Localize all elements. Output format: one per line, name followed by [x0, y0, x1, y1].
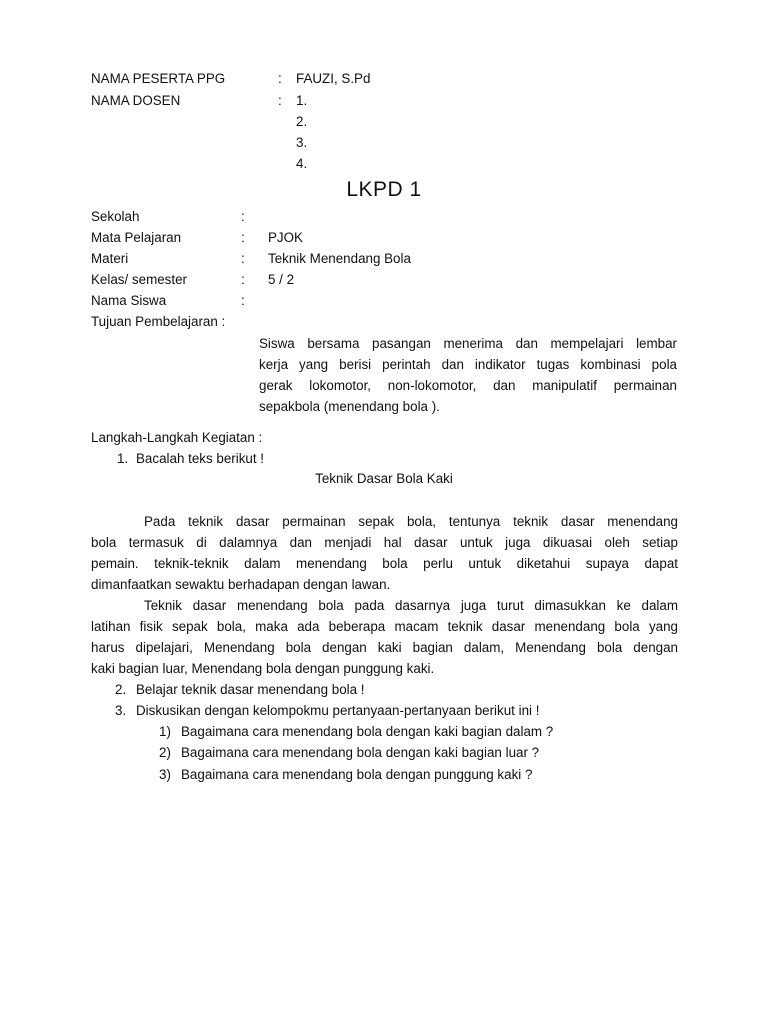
info-value: Teknik Menendang Bola: [268, 251, 411, 266]
dosen-label: NAMA DOSEN: [91, 93, 181, 108]
question-text: Bagaimana cara menendang bola dengan punggung kaki ?: [181, 767, 533, 782]
paragraph-line: latihan fisik sepak bola, maka ada beberapa macam teknik dasar menendang bola yang: [91, 619, 678, 634]
question-text: Bagaimana cara menendang bola dengan kaki bagian dalam ?: [181, 724, 554, 739]
question-number: 2): [159, 745, 171, 760]
peserta-label: NAMA PESERTA PPG: [91, 71, 226, 86]
info-colon: :: [241, 251, 245, 266]
dosen-item: 4.: [296, 156, 308, 171]
info-colon: :: [241, 209, 245, 224]
paragraph-line: Pada teknik dasar permainan sepak bola, tentunya teknik dasar menendang: [144, 514, 678, 529]
info-value: PJOK: [268, 230, 303, 245]
page-title: LKPD 1: [346, 178, 422, 201]
tujuan-line: gerak lokomotor, non-lokomotor, dan manipulatif permainan: [259, 378, 677, 393]
info-label: Sekolah: [91, 209, 140, 224]
step-number: 1.: [117, 451, 129, 466]
dosen-item: 1.: [296, 93, 308, 108]
info-label: Mata Pelajaran: [91, 230, 182, 245]
paragraph-line: harus dipelajari, Menendang bola dengan kaki bagian dalam, Menendang bola dengan: [91, 640, 678, 655]
tujuan-line: kerja yang berisi perintah dan indikator tugas kombinasi pola: [259, 357, 677, 372]
question-number: 3): [159, 767, 171, 782]
question-number: 1): [159, 724, 171, 739]
paragraph-line: Teknik dasar menendang bola pada dasarnya juga turut dimasukkan ke dalam: [144, 598, 678, 613]
paragraph-line: pemain. teknik-teknik dalam menendang bola perlu untuk diketahui supaya dapat: [91, 556, 678, 571]
dosen-item: 3.: [296, 135, 308, 150]
info-label: Kelas/ semester: [91, 272, 188, 287]
dosen-colon: :: [278, 93, 282, 108]
peserta-value: FAUZI, S.Pd: [296, 71, 371, 86]
reading-title: Teknik Dasar Bola Kaki: [315, 471, 453, 486]
step-text: Diskusikan dengan kelompokmu pertanyaan-pertanyaan berikut ini !: [136, 703, 540, 718]
info-label: Materi: [91, 251, 129, 266]
dosen-item: 2.: [296, 114, 308, 129]
step-text: Bacalah teks berikut !: [136, 451, 265, 466]
tujuan-label: Tujuan Pembelajaran :: [91, 314, 226, 329]
peserta-colon: :: [278, 71, 282, 86]
tujuan-line: Siswa bersama pasangan menerima dan mempelajari lembar: [259, 336, 677, 351]
paragraph-line: dimanfaatkan sewaktu berhadapan dengan lawan.: [91, 577, 391, 592]
step-number: 3.: [115, 703, 127, 718]
info-value: 5 / 2: [268, 272, 295, 287]
info-colon: :: [241, 230, 245, 245]
step-text: Belajar teknik dasar menendang bola !: [136, 682, 365, 697]
question-text: Bagaimana cara menendang bola dengan kaki bagian luar ?: [181, 745, 540, 760]
tujuan-line: sepakbola (menendang bola ).: [259, 399, 440, 414]
paragraph-line: bola termasuk di dalamnya dan menjadi hal dasar untuk juga dikuasai oleh setiap: [91, 535, 678, 550]
info-colon: :: [241, 293, 245, 308]
info-label: Nama Siswa: [91, 293, 167, 308]
langkah-heading: Langkah-Langkah Kegiatan :: [91, 430, 263, 445]
info-colon: :: [241, 272, 245, 287]
step-number: 2.: [115, 682, 127, 697]
paragraph-line: kaki bagian luar, Menendang bola dengan punggung kaki.: [91, 661, 435, 676]
